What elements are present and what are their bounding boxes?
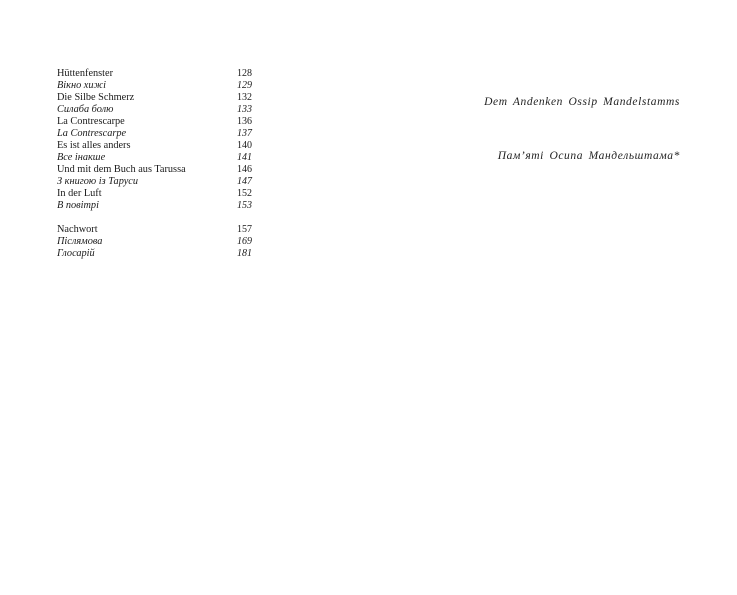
toc-entry — [57, 152, 253, 164]
toc-entry-page: 152 — [237, 188, 252, 199]
toc-entry-page: 140 — [237, 140, 252, 151]
toc-entry-page: 133 — [237, 104, 252, 115]
toc-entry-title: Die Silbe Schmerz — [57, 92, 135, 103]
toc-entry-page: 153 — [237, 200, 252, 211]
toc-entry-page: 146 — [237, 164, 252, 175]
toc-entry-title: Und mit dem Buch aus Tarussa — [57, 164, 186, 175]
toc-entry-title: Післямова — [57, 236, 103, 247]
toc-entry-title: Все інакше — [57, 152, 106, 163]
toc-group-poems — [57, 68, 253, 212]
toc-entry-title: Глосарій — [57, 248, 95, 259]
toc-entry — [57, 128, 253, 140]
toc-entry — [57, 164, 253, 176]
toc-entry-page: 132 — [237, 92, 252, 103]
dedication-ukrainian: Пам’яті Осипа Мандельштама* — [497, 150, 680, 162]
toc-entry-title: З книгою із Таруси — [57, 176, 139, 187]
toc-entry — [57, 248, 253, 260]
toc-entry-title: In der Luft — [57, 188, 102, 199]
dedication-german: Dem Andenken Ossip Mandelstamms — [484, 96, 680, 108]
toc-entry-title: La Contrescarpe — [57, 128, 127, 139]
toc-entry-page: 136 — [237, 116, 252, 127]
toc-entry — [57, 200, 253, 212]
toc-entry-title: Hüttenfenster — [57, 68, 114, 79]
toc-entry — [57, 92, 253, 104]
toc-entry-page: 129 — [237, 80, 252, 91]
toc-entry — [57, 68, 253, 80]
toc-entry — [57, 104, 253, 116]
toc-entry-title: Силаба болю — [57, 104, 114, 115]
toc-entry-page: 141 — [237, 152, 252, 163]
toc-entry — [57, 140, 253, 152]
toc-entry-page: 157 — [237, 224, 252, 235]
toc-entry — [57, 80, 253, 92]
toc-entry-title: Es ist alles anders — [57, 140, 131, 151]
toc-entry-page: 181 — [237, 248, 252, 259]
toc-entry-page: 169 — [237, 236, 252, 247]
table-of-contents — [57, 68, 253, 260]
toc-entry — [57, 176, 253, 188]
toc-entry-title: В повітрі — [57, 200, 99, 211]
toc-entry-title: Вікно хижі — [57, 80, 106, 91]
toc-entry-title: La Contrescarpe — [57, 116, 125, 127]
toc-entry — [57, 188, 253, 200]
toc-entry-page: 137 — [237, 128, 252, 139]
toc-entry-page: 147 — [237, 176, 252, 187]
toc-entry — [57, 224, 253, 236]
toc-entry — [57, 236, 253, 248]
toc-group-appendix — [57, 224, 253, 260]
toc-entry-title: Nachwort — [57, 224, 98, 235]
toc-entry-page: 128 — [237, 68, 252, 79]
toc-entry — [57, 116, 253, 128]
